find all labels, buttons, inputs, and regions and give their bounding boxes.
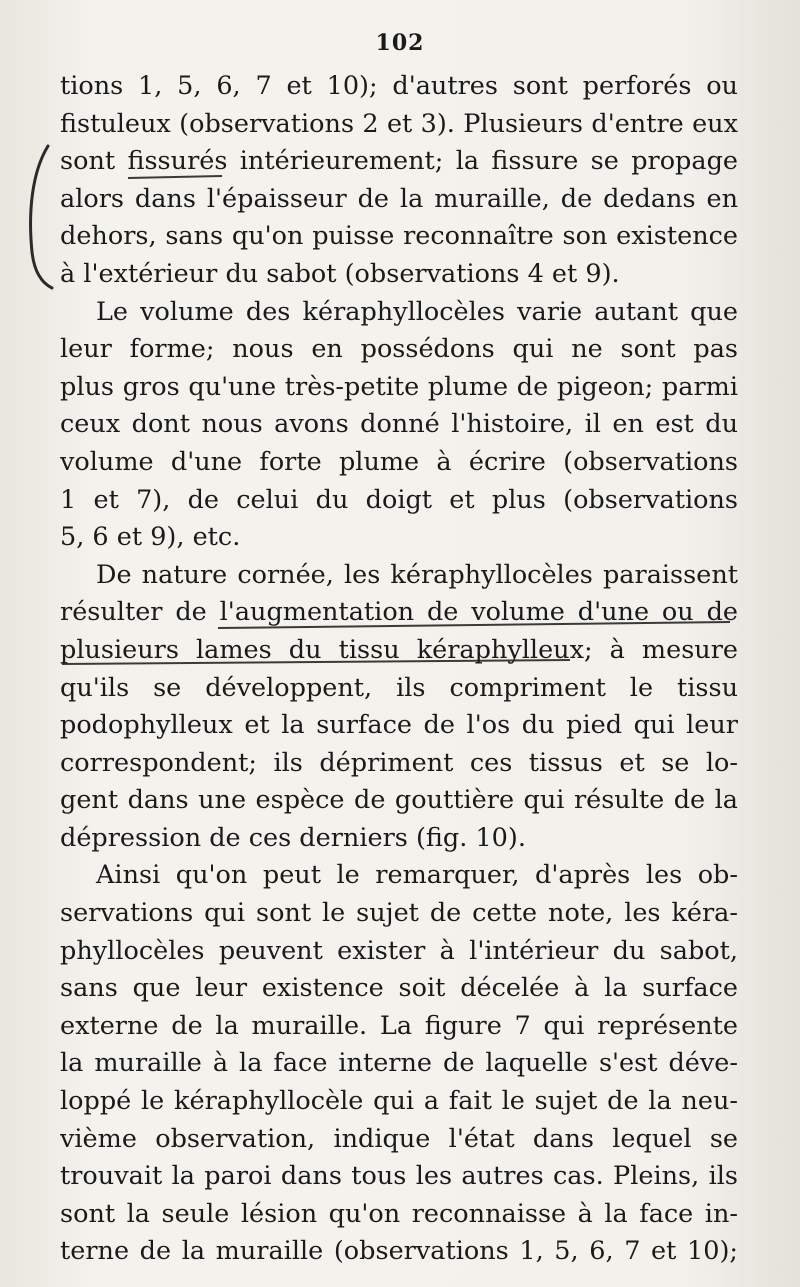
text-line: fistuleux (observations 2 et 3). Plusieurs d'entre eux	[60, 108, 738, 139]
text-line: dépression de ces derniers (fig. 10).	[60, 822, 526, 853]
text-line: tions 1, 5, 6, 7 et 10); d'autres sont perforés ou	[60, 71, 738, 101]
text-line: sont fissurés intérieurement; la fissure se propage	[60, 146, 738, 177]
text-line: sans que leur existence soit décelée à la surface	[60, 973, 738, 1004]
text-line: résulter de l'augmentation de volume d'une ou de	[60, 597, 738, 628]
text-line: De nature cornée, les kéraphyllocèles paraissent	[96, 559, 738, 590]
page-number: 102	[375, 30, 425, 56]
text-line: alors dans l'épaisseur de la muraille, de dedans en	[60, 183, 738, 214]
text-line: plus gros qu'une très-petite plume de pigeon; parmi	[60, 371, 738, 402]
text-line: 5, 6 et 9), etc.	[60, 522, 241, 553]
page-text	[60, 68, 738, 1271]
text-line: qu'ils se développent, ils compriment le tissu	[60, 672, 738, 703]
text-line: à l'extérieur du sabot (observations 4 et 9).	[60, 258, 620, 289]
text-line: plusieurs lames du tissu kéraphylleux; à mesure	[60, 634, 738, 665]
text-line: correspondent; ils dépriment ces tissus et se lo-	[60, 747, 738, 778]
text-line: la muraille à la face interne de laquelle s'est déve-	[60, 1048, 738, 1079]
text-line: Ainsi qu'on peut le remarquer, d'après les ob-	[96, 860, 738, 891]
text-line: trouvait la paroi dans tous les autres cas. Pleins, ils	[60, 1161, 738, 1192]
text-line: vième observation, indique l'état dans lequel se	[60, 1123, 738, 1154]
text-line: 1 et 7), de celui du doigt et plus (observations	[60, 484, 738, 515]
text-line: leur forme; nous en possédons qui ne sont pas	[60, 334, 738, 365]
text-line: phyllocèles peuvent exister à l'intérieur du sabot,	[60, 935, 738, 966]
text-line: volume d'une forte plume à écrire (observations	[60, 446, 738, 477]
text-line: externe de la muraille. La figure 7 qui représente	[60, 1010, 738, 1041]
text-line: Le volume des kéraphyllocèles varie autant que	[96, 296, 738, 327]
text-line: sont la seule lésion qu'on reconnaisse à la face in-	[60, 1198, 738, 1229]
handwritten-margin-bracket	[18, 142, 58, 292]
text-line: ceux dont nous avons donné l'histoire, il en est du	[60, 409, 738, 440]
text-line: dehors, sans qu'on puisse reconnaître son existence	[60, 221, 738, 252]
text-line: loppé le kéraphyllocèle qui a fait le sujet de la neu-	[60, 1086, 738, 1117]
text-line: podophylleux et la surface de l'os du pied qui leur	[60, 710, 738, 741]
text-line: gent dans une espèce de gouttière qui résulte de la	[60, 785, 738, 816]
text-line: servations qui sont le sujet de cette note, les kéra-	[60, 898, 738, 929]
text-line: terne de la muraille (observations 1, 5, 6, 7 et 10);	[60, 1236, 738, 1267]
